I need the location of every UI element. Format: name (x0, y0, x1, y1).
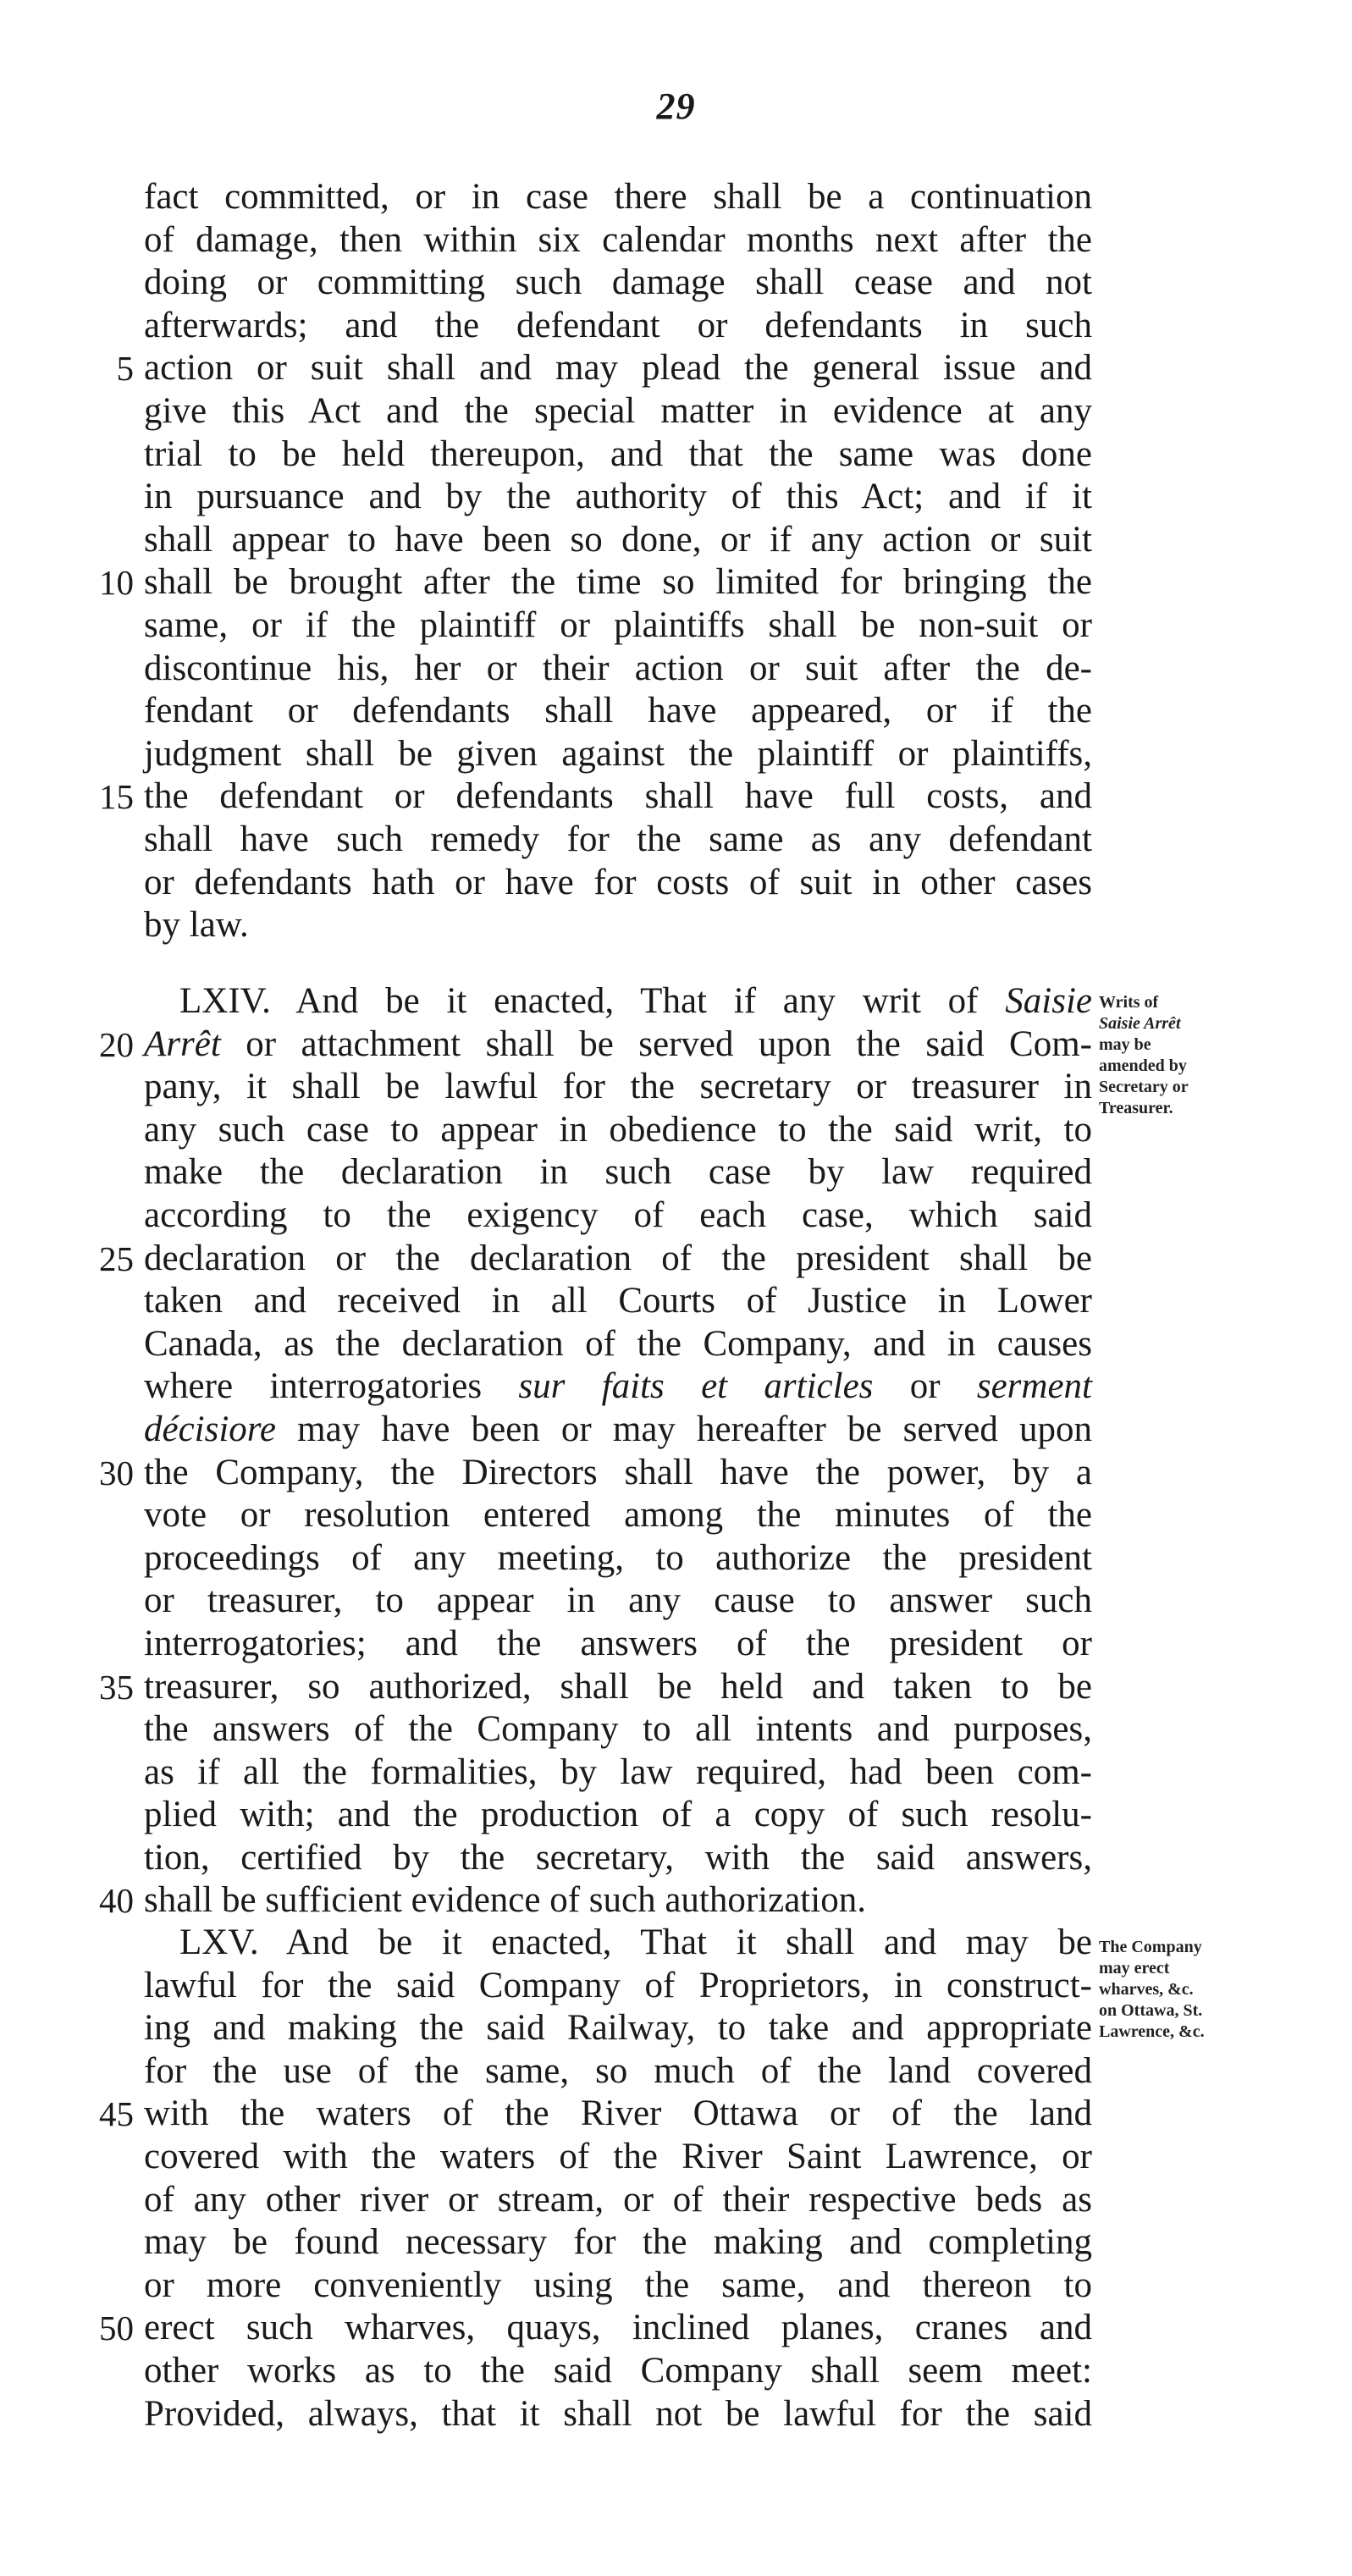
text-line (99, 2093, 1092, 2136)
line-text: or treasurer, to appear in any cause to answer such (144, 1580, 1092, 1621)
line-text: where interrogatories (144, 1366, 519, 1407)
line-text: pany, it shall be lawful for the secretary or treasurer in (144, 1067, 1092, 1107)
text-line (144, 2221, 1092, 2264)
text-line (144, 390, 1092, 433)
line-text: or attachment shall be served upon the said Com- (220, 1023, 1092, 1064)
line-text: or (873, 1366, 977, 1407)
text-line (144, 1109, 1092, 1152)
text-line (144, 1323, 1092, 1366)
paragraph-continuation (99, 176, 1092, 947)
text-line (99, 775, 1092, 819)
line-number: 35 (99, 1667, 134, 1707)
line-text: for the use of the same, so much of the land covered (144, 2050, 1092, 2091)
marginal-note-writs (1099, 992, 1311, 1119)
text-line (99, 1879, 1092, 1922)
italic-term: décisiore (144, 1409, 277, 1449)
text-line (116, 347, 1092, 390)
line-text: ing and making the said Railway, to take and appropriate (144, 2008, 1092, 2049)
text-line (144, 2007, 1092, 2050)
text-line (144, 604, 1092, 648)
line-number: 30 (99, 1453, 134, 1492)
marginal-line: on Ottawa, St. (1099, 2001, 1203, 2020)
text-line (144, 176, 1092, 219)
marginal-line: Lawrence, &c. (1099, 2022, 1205, 2041)
italic-term: serment (976, 1366, 1092, 1407)
page-number: 29 (656, 85, 696, 127)
text-line (144, 1537, 1092, 1580)
line-text: erect such wharves, quays, inclined planes, cranes and (144, 2308, 1092, 2348)
line-text: same, or if the plaintiff or plaintiffs shall be non-suit or (144, 604, 1092, 645)
text-line (144, 1280, 1092, 1323)
line-text: discontinue his, her or their action or suit after the de- (144, 648, 1092, 688)
line-text: any such case to appear in obedience to the said writ, to (144, 1109, 1092, 1150)
line-text: other works as to the said Company shall seem meet: (144, 2350, 1092, 2391)
text-line (144, 262, 1092, 305)
line-text: LXIV. And be it enacted, That if any writ of (179, 981, 1006, 1021)
italic-term: sur faits et articles (518, 1366, 874, 1407)
text-line (144, 1194, 1092, 1238)
marginal-line: may erect (1099, 1959, 1170, 1978)
line-text: by law. (144, 905, 249, 946)
italic-term: Saisie (1005, 981, 1092, 1021)
text-line (144, 305, 1092, 348)
text-line (144, 519, 1092, 562)
text-line (144, 862, 1092, 905)
text-line (99, 561, 1092, 604)
line-number: 45 (99, 2094, 134, 2134)
line-text: tion, certified by the secretary, with the said answers, (144, 1837, 1092, 1878)
text-line (144, 648, 1092, 691)
line-text: LXV. And be it enacted, That it shall and may be (179, 1922, 1092, 1962)
line-text: shall be sufficient evidence of such authorization. (144, 1880, 866, 1921)
line-number: 15 (99, 777, 134, 817)
text-line (144, 1965, 1092, 2008)
text-line (99, 1023, 1092, 1067)
text-line (144, 690, 1092, 733)
text-line (144, 1837, 1092, 1880)
text-line (144, 2264, 1092, 2308)
line-text: taken and received in all Courts of Justice in Lower (144, 1281, 1092, 1321)
line-number: 10 (99, 563, 134, 603)
line-text: may be found necessary for the making and completing (144, 2222, 1092, 2263)
line-text: judgment shall be given against the plaintiff or plaintiffs, (144, 733, 1092, 774)
text-line (144, 980, 1092, 1023)
text-line (144, 1365, 1092, 1409)
line-number: 50 (99, 2308, 134, 2348)
line-text: or more conveniently using the same, and thereon to (144, 2264, 1092, 2305)
line-text: Canada, as the declaration of the Company, and in causes (144, 1323, 1092, 1364)
italic-term: Arrêt (144, 1023, 221, 1064)
section-lxv (99, 1922, 1092, 2435)
text-line (144, 476, 1092, 519)
text-line (144, 819, 1092, 862)
line-text: as if all the formalities, by law required, had been com- (144, 1751, 1092, 1792)
line-text: fendant or defendants shall have appeared, or if the (144, 691, 1092, 731)
text-line (144, 1066, 1092, 1109)
marginal-line: Treasurer. (1099, 1099, 1173, 1117)
marginal-line: wharves, &c. (1099, 1980, 1194, 1999)
marginal-line: may be (1099, 1035, 1151, 1054)
line-text: may have been or may hereafter be served upon (276, 1409, 1092, 1449)
text-line (144, 2179, 1092, 2222)
marginal-line: The Company (1099, 1938, 1202, 1956)
text-line (99, 2307, 1092, 2350)
text-line (144, 433, 1092, 477)
line-number: 40 (99, 1881, 134, 1921)
line-group (99, 1452, 1092, 1923)
line-text: afterwards; and the defendant or defendants in such (144, 305, 1092, 345)
line-text: proceedings of any meeting, to authorize the president (144, 1537, 1092, 1578)
line-text: declaration or the declaration of the president shall be (144, 1238, 1092, 1278)
line-text: trial to be held thereupon, and that the same was done (144, 433, 1092, 474)
line-text: the Company, the Directors shall have the power, by a (144, 1452, 1092, 1492)
line-text: make the declaration in such case by law required (144, 1152, 1092, 1193)
text-line (144, 1623, 1092, 1666)
line-text: shall appear to have been so done, or if any action or suit (144, 519, 1092, 560)
text-line (144, 1708, 1092, 1751)
text-line (144, 733, 1092, 776)
line-text: covered with the waters of the River Saint Lawrence, or (144, 2136, 1092, 2176)
text-line (144, 1794, 1092, 1837)
line-text: of damage, then within six calendar months next after the (144, 219, 1092, 260)
line-text: plied with; and the production of a copy of such resolu- (144, 1795, 1092, 1835)
line-number: 25 (99, 1238, 134, 1278)
line-text: interrogatories; and the answers of the president or (144, 1623, 1092, 1663)
line-text: Provided, always, that it shall not be lawful for the said (144, 2393, 1092, 2434)
text-line (144, 904, 1092, 947)
text-line (144, 219, 1092, 262)
line-group (99, 1066, 1092, 1365)
text-line (144, 1922, 1092, 1965)
line-text: lawful for the said Company of Proprietors, in construct- (144, 1965, 1092, 2005)
line-number: 20 (99, 1024, 134, 1064)
line-text: action or suit shall and may plead the general issue and (144, 348, 1092, 389)
line-text: shall be brought after the time so limited for bringing the (144, 562, 1092, 603)
marginal-note-company (1099, 1937, 1311, 2043)
text-line (144, 2136, 1092, 2179)
text-line (144, 1751, 1092, 1795)
text-line (144, 2350, 1092, 2393)
text-line (144, 2393, 1092, 2436)
section-lxiv (99, 980, 1092, 1922)
text-line (144, 1409, 1092, 1452)
text-line (144, 1580, 1092, 1623)
line-text: of any other river or stream, or of their respective beds as (144, 2179, 1092, 2220)
line-text: in pursuance and by the authority of this Act; and if it (144, 477, 1092, 517)
text-line (144, 1151, 1092, 1194)
line-text: vote or resolution entered among the minutes of the (144, 1495, 1092, 1536)
text-line (99, 1452, 1092, 1495)
line-text: give this Act and the special matter in evidence at any (144, 390, 1092, 431)
marginal-line: Secretary or (1099, 1078, 1189, 1096)
text-line (99, 1238, 1092, 1281)
line-text: according to the exigency of each case, which said (144, 1194, 1092, 1235)
line-text: fact committed, or in case there shall be a continuation (144, 177, 1092, 217)
text-line (144, 1494, 1092, 1537)
marginal-line: Saisie Arrêt (1099, 1014, 1181, 1033)
marginal-line: amended by (1099, 1056, 1187, 1075)
line-text: the defendant or defendants shall have full costs, and (144, 776, 1092, 817)
line-text: doing or committing such damage shall cease and not (144, 262, 1092, 303)
line-text: the answers of the Company to all intents and purposes, (144, 1709, 1092, 1750)
line-text: with the waters of the River Ottawa or of the land (144, 2093, 1092, 2134)
line-number: 5 (116, 349, 134, 389)
text-line (99, 1666, 1092, 1709)
line-text: shall have such remedy for the same as any defendant (144, 819, 1092, 859)
line-text: treasurer, so authorized, shall be held and taken to be (144, 1666, 1092, 1707)
text-line (144, 2050, 1092, 2093)
line-text: or defendants hath or have for costs of suit in other cases (144, 862, 1092, 902)
marginal-line: Writs of (1099, 993, 1159, 1012)
